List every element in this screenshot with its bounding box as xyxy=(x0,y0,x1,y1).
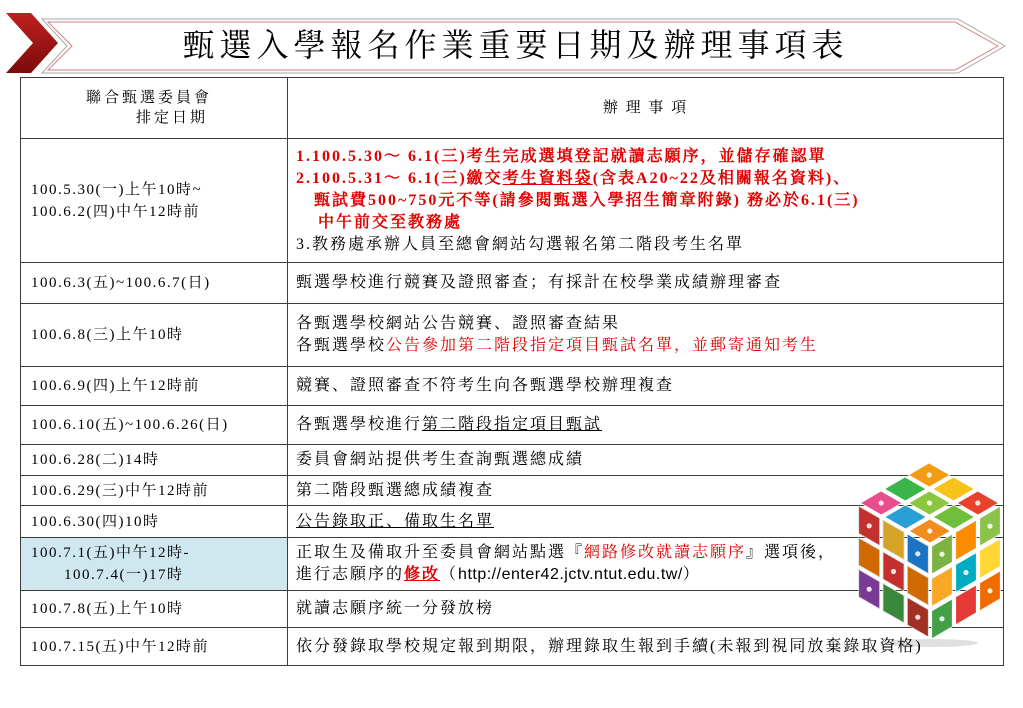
cube-tile-icon xyxy=(987,524,992,529)
cube-tile-icon xyxy=(915,551,920,556)
cube-tile-icon xyxy=(987,588,992,593)
cube-tile-icon xyxy=(915,615,920,620)
task-highlight-text: 甄試費500~750元不等(請參閱甄選入學招生簡章附錄) 務必於6.1(三) xyxy=(314,191,860,209)
date-cell xyxy=(21,445,288,476)
date-text: 100.7.15(五)中午12時前 xyxy=(31,638,209,655)
task-text: 正取生及備取升至委員會網站點選『 xyxy=(296,544,585,561)
cube-shadow xyxy=(882,639,978,647)
highlighted-date-cell xyxy=(21,538,288,591)
table-row xyxy=(21,367,1004,406)
date-cell xyxy=(21,304,288,367)
cube-tile-icon xyxy=(927,472,932,477)
cube-tile-icon xyxy=(879,500,884,505)
date-text: 100.6.8(三)上午10時 xyxy=(31,327,184,343)
task-emphasis-text: 修改 xyxy=(404,566,441,583)
date-text: 100.7.8(五)上午10時 xyxy=(31,601,184,617)
date-cell xyxy=(21,476,288,506)
task-line xyxy=(296,168,1003,190)
task-underlined-text: 公告錄取正、備取生名單 xyxy=(296,512,495,530)
decorative-cube-graphic xyxy=(852,458,1008,648)
task-cell xyxy=(288,367,1004,406)
date-text: 100.7.1(五)中午12時- xyxy=(31,545,190,561)
date-text: 100.6.9(四)上午12時前 xyxy=(31,378,200,394)
table-header-row xyxy=(21,78,1004,139)
date-text: 100.7.4(一)17時 xyxy=(64,567,184,583)
date-text: 100.6.29(三)中午12時前 xyxy=(31,482,209,499)
slide-title: 甄選入學報名作業重要日期及辦理事項表 xyxy=(182,27,849,63)
header-date-cell xyxy=(21,78,288,139)
task-text: 就讀志願序統一分發放榜 xyxy=(296,600,495,617)
header-date-line: 排定日期 xyxy=(136,110,209,126)
date-cell xyxy=(21,506,288,538)
date-cell xyxy=(21,406,288,445)
task-cell xyxy=(288,263,1004,304)
task-highlight-text: 1.100.5.30～ 6.1(三)考生完成選填登記就讀志願序，並儲存確認單 xyxy=(296,147,827,165)
cube-tile-icon xyxy=(963,570,968,575)
cube-tile-icon xyxy=(939,616,944,621)
task-underlined-text: 考生資料袋 xyxy=(502,169,593,187)
task-text: 3.教務處承辦人員至總會網站勾選報名第二階段考生名單 xyxy=(296,235,745,253)
header-date-line: 聯合甄選委員會 xyxy=(86,90,213,106)
task-text: 』選項後， xyxy=(746,544,837,561)
task-cell xyxy=(288,406,1004,445)
cube-tile-icon xyxy=(927,500,932,505)
header-task-label: 辦 理 事 項 xyxy=(602,100,689,116)
task-highlight-text: 公告參加第二階段指定項目甄試名單，並郵寄通知考生 xyxy=(386,337,819,354)
date-text: 100.6.28(二)14時 xyxy=(31,452,160,468)
task-text: 競賽、證照審查不符考生向各甄選學校辦理複查 xyxy=(296,377,675,394)
header-task-cell xyxy=(288,78,1004,139)
task-line xyxy=(296,414,1003,436)
date-text: 100.6.30(四)10時 xyxy=(31,513,160,530)
cube-tile-icon xyxy=(975,500,980,505)
date-cell xyxy=(21,591,288,628)
task-text: 各甄選學校網站公告競賽、證照審查結果 xyxy=(296,315,621,332)
table-row xyxy=(21,304,1004,367)
cube-tile-icon xyxy=(927,528,932,533)
task-cell xyxy=(288,304,1004,367)
url-text: http://enter42.jctv.ntut.edu.tw/ xyxy=(458,566,683,583)
task-text: 各甄選學校 xyxy=(296,337,387,354)
task-text: 進行志願序的 xyxy=(296,566,405,583)
task-text: 委員會網站提供考生查詢甄選總成績 xyxy=(296,451,585,468)
table-row xyxy=(21,263,1004,304)
task-underlined-text: 第二階段指定項目甄試 xyxy=(422,416,603,433)
cube-tile-icon xyxy=(867,523,872,528)
task-cell xyxy=(288,139,1004,263)
task-highlight-text: 中午前交至教務處 xyxy=(318,213,463,231)
date-text: 100.5.30(一)上午10時~ xyxy=(31,181,203,198)
cube-tile-icon xyxy=(891,569,896,574)
task-highlight-text: 網路修改就讀志願序 xyxy=(584,544,747,561)
date-cell xyxy=(21,628,288,666)
task-text: ） xyxy=(682,566,701,583)
date-text: 100.6.2(四)中午12時前 xyxy=(31,203,200,220)
task-text: 依分發錄取學校規定報到期限，辦理錄取生報到手續(未報到視同放棄錄取資格) xyxy=(296,637,923,655)
task-text: 第二階段甄選總成績複查 xyxy=(296,481,495,499)
task-text: 各甄選學校進行 xyxy=(296,416,423,433)
task-line xyxy=(296,335,1003,357)
date-cell xyxy=(21,367,288,406)
cube-tile-icon xyxy=(939,552,944,557)
cube-tile-icon xyxy=(867,587,872,592)
task-text: （ xyxy=(440,566,459,583)
table-row xyxy=(21,139,1004,263)
date-cell xyxy=(21,139,288,263)
task-highlight-text: (含表A20~22及相關報名資料)、 xyxy=(592,169,852,187)
task-text: 甄選學校進行競賽及證照審查；有採計在校學業成績辦理審查 xyxy=(296,274,783,291)
date-text: 100.6.3(五)~100.6.7(日) xyxy=(31,275,211,291)
task-highlight-text: 2.100.5.31～ 6.1(三)繳交 xyxy=(296,169,503,187)
date-text: 100.6.10(五)~100.6.26(日) xyxy=(31,417,229,433)
table-row xyxy=(21,406,1004,445)
date-cell xyxy=(21,263,288,304)
